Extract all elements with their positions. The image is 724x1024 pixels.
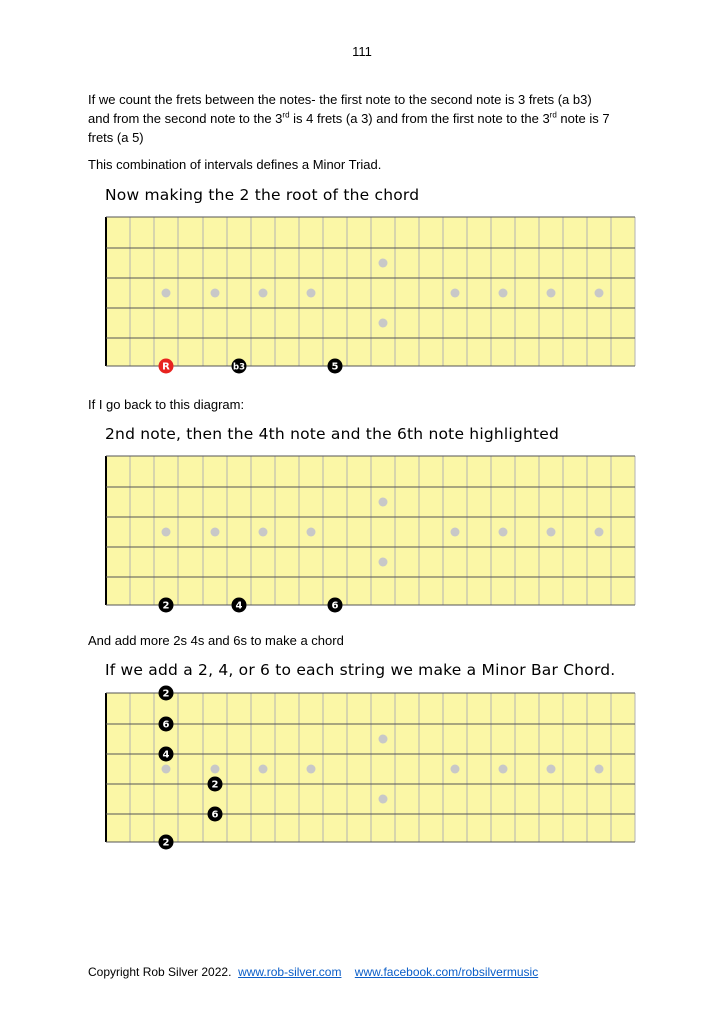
fret-inlay-dot bbox=[162, 765, 171, 774]
intro-line-2: and from the second note to the 3rd is 4 frets (a 3) and from the first note to the 3rd note is 7 bbox=[88, 110, 610, 126]
fretboard-diagram-3 bbox=[100, 688, 640, 864]
fret-inlay-dot bbox=[451, 528, 460, 537]
fret-inlay-dot bbox=[499, 765, 508, 774]
fret-inlay-dot bbox=[379, 735, 388, 744]
fret-inlay-dot bbox=[379, 319, 388, 328]
fret-inlay-dot bbox=[499, 289, 508, 298]
note-label: 6 bbox=[162, 719, 170, 731]
fret-inlay-dot bbox=[307, 289, 316, 298]
note-marker bbox=[232, 598, 247, 613]
fret-inlay-dot bbox=[259, 289, 268, 298]
note-marker bbox=[159, 359, 174, 374]
fretboard-diagram-1 bbox=[100, 216, 640, 378]
note-label: 6 bbox=[211, 809, 219, 821]
fret-inlay-dot bbox=[595, 765, 604, 774]
fret-inlay-dot bbox=[211, 289, 220, 298]
note-label: 2 bbox=[162, 837, 170, 849]
diagram3-caption: If we add a 2, 4, or 6 to each string we make a Minor Bar Chord. bbox=[105, 661, 616, 679]
note-marker bbox=[159, 686, 174, 701]
note-label: 4 bbox=[162, 749, 170, 761]
intro-paragraph bbox=[88, 90, 648, 147]
note-marker bbox=[208, 807, 223, 822]
fret-inlay-dot bbox=[595, 528, 604, 537]
page-number: 111 bbox=[352, 44, 372, 59]
fret-inlay-dot bbox=[379, 498, 388, 507]
website-link[interactable]: www.rob-silver.com bbox=[238, 965, 342, 979]
note-marker bbox=[328, 598, 343, 613]
note-label: 4 bbox=[235, 600, 243, 612]
note-label: 6 bbox=[331, 600, 339, 612]
note-label: 5 bbox=[331, 361, 339, 373]
intro-line-3: frets (a 5) bbox=[88, 130, 144, 145]
note-marker bbox=[159, 747, 174, 762]
fret-inlay-dot bbox=[547, 528, 556, 537]
fret-inlay-dot bbox=[259, 528, 268, 537]
fret-inlay-dot bbox=[379, 795, 388, 804]
back-sentence: If I go back to this diagram: bbox=[88, 397, 245, 412]
fret-inlay-dot bbox=[307, 765, 316, 774]
note-label: 2 bbox=[162, 600, 170, 612]
fret-inlay-dot bbox=[451, 289, 460, 298]
triad-sentence: This combination of intervals defines a Minor Triad. bbox=[88, 157, 382, 172]
fret-inlay-dot bbox=[379, 558, 388, 567]
fret-inlay-dot bbox=[211, 765, 220, 774]
note-marker bbox=[208, 777, 223, 792]
note-marker bbox=[159, 598, 174, 613]
intro-line-1: If we count the frets between the notes- the first note to the second note is 3 frets (a b3) bbox=[88, 92, 592, 107]
fretboard-diagram-2 bbox=[100, 455, 640, 617]
fret-inlay-dot bbox=[547, 765, 556, 774]
note-marker bbox=[232, 359, 247, 374]
note-marker bbox=[159, 717, 174, 732]
fret-inlay-dot bbox=[595, 289, 604, 298]
footer bbox=[88, 965, 538, 979]
fret-inlay-dot bbox=[307, 528, 316, 537]
fret-inlay-dot bbox=[211, 528, 220, 537]
fret-inlay-dot bbox=[451, 765, 460, 774]
fret-inlay-dot bbox=[379, 259, 388, 268]
copyright-text: Copyright Rob Silver 2022. bbox=[88, 965, 232, 979]
fret-inlay-dot bbox=[499, 528, 508, 537]
fret-inlay-dot bbox=[162, 289, 171, 298]
fret-inlay-dot bbox=[547, 289, 556, 298]
fret-inlay-dot bbox=[162, 528, 171, 537]
note-label: 2 bbox=[211, 779, 219, 791]
add-sentence: And add more 2s 4s and 6s to make a chord bbox=[88, 633, 344, 648]
diagram1-caption: Now making the 2 the root of the chord bbox=[105, 186, 420, 204]
note-label: b3 bbox=[233, 362, 245, 373]
diagram2-caption: 2nd note, then the 4th note and the 6th note highlighted bbox=[105, 425, 560, 443]
note-label: 2 bbox=[162, 688, 170, 700]
note-marker bbox=[159, 835, 174, 850]
note-label: R bbox=[162, 361, 170, 373]
facebook-link[interactable]: www.facebook.com/robsilvermusic bbox=[354, 965, 539, 979]
note-marker bbox=[328, 359, 343, 374]
fret-inlay-dot bbox=[259, 765, 268, 774]
